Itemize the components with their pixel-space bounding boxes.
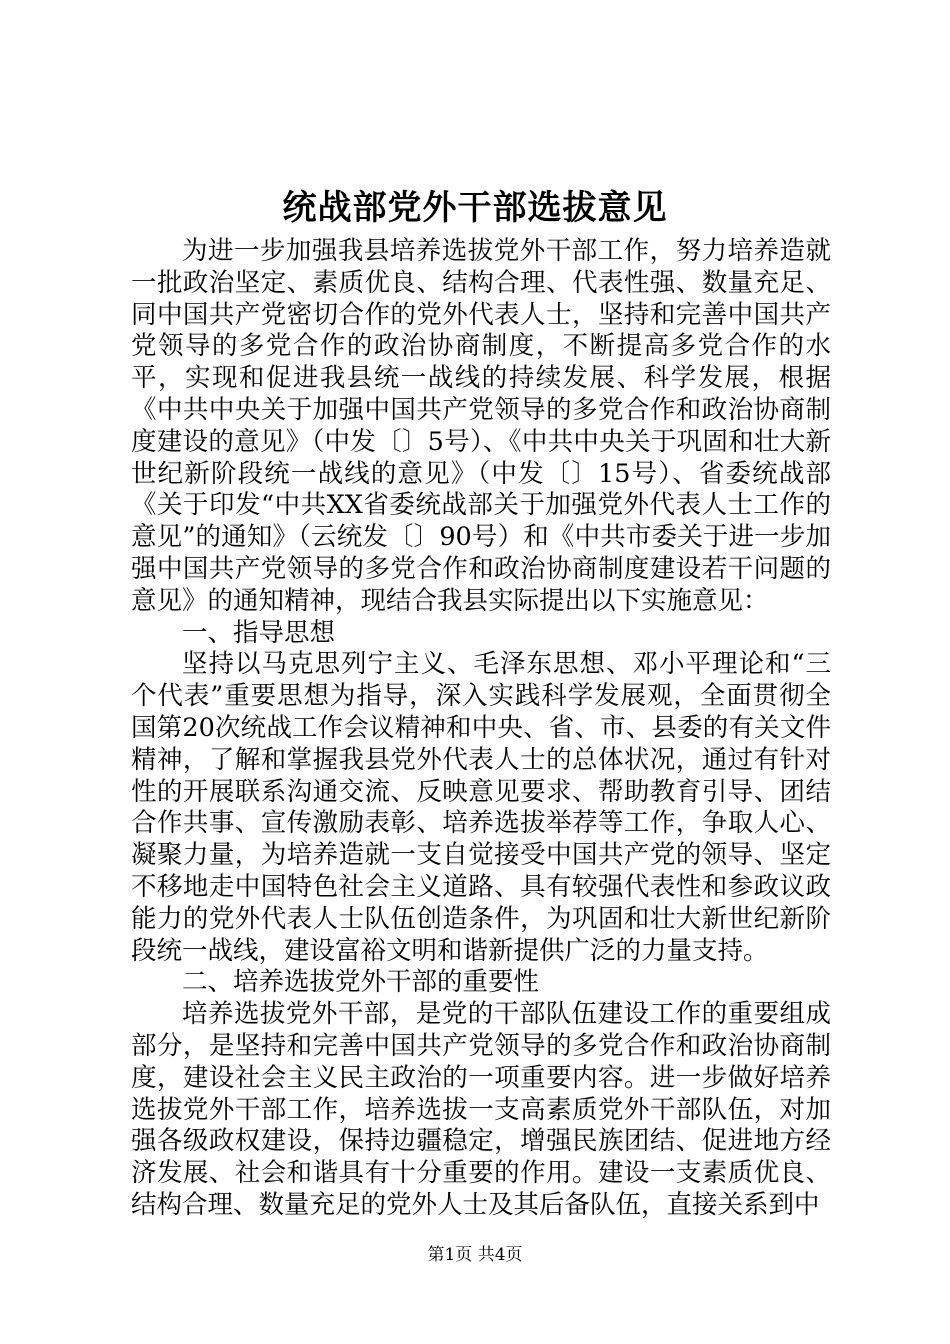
page-number-footer: 第1页 共4页 [427,1245,523,1265]
section-heading-importance: 二、培养选拔党外干部的重要性 [182,967,540,998]
importance-paragraph: 培养选拔党外干部，是党的干部队伍建设工作的重要组成部分，是坚持和完善中国共产党领导的多党合作和政治协商制度，建设社会主义民主政治的一项重要内容。进一步做好培养选拔党外干部工作，培养选拔一支高素质党外干部队伍，对加强各级政权建设，保持边疆稳定，增强民族团结、促进地方经济发展、社会和谐具有十分重要的作用。建设一支素质优良、结构合理、数量充足的党外人士及其后备队伍，直接关系到中 [131,999,831,1220]
document-body [131,236,831,1222]
intro-paragraph: 为进一步加强我县培养选拔党外干部工作，努力培养造就一批政治坚定、素质优良、结构合理、代表性强、数量充足、同中国共产党密切合作的党外代表人士，坚持和完善中国共产党领导的多党合作的政治协商制度，不断提高多党合作的水平，实现和促进我县统一战线的持续发展、科学发展，根据《中共中央关于加强中国共产党领导的多党合作和政治协商制度建设的意见》（中发〔〕5号）、《中共中央关于巩固和壮大新世纪新阶段统一战线的意见》（中发〔〕15号）、省委统战部《关于印发“中共XX省委统战部关于加强党外代表人士工作的意见”的通知》（云统发〔〕90号）和《中共市委关于进一步加强中国共产党领导的多党合作和政治协商制度建设若干问题的意见》的通知精神，现结合我县实际提出以下实施意见： [131,236,831,616]
section-heading-guiding-ideology: 一、指导思想 [182,617,336,648]
document-title: 统战部党外干部选拔意见 [282,188,668,228]
guiding-ideology-paragraph: 坚持以马克思列宁主义、毛泽东思想、邓小平理论和“三个代表”重要思想为指导，深入实践科学发展观，全面贯彻全国第20次统战工作会议精神和中央、省、市、县委的有关文件精神，了解和掌握我县党外代表人士的总体状况，通过有针对性的开展联系沟通交流、反映意见要求、帮助教育引导、团结合作共事、宣传激励表彰、培养选拔举荐等工作，争取人心、凝聚力量，为培养造就一支自觉接受中国共产党的领导、坚定不移地走中国特色社会主义道路、具有较强代表性和参政议政能力的党外代表人士队伍创造条件，为巩固和壮大新世纪新阶段统一战线，建设富裕文明和谐新提供广泛的力量支持。 [131,649,831,966]
